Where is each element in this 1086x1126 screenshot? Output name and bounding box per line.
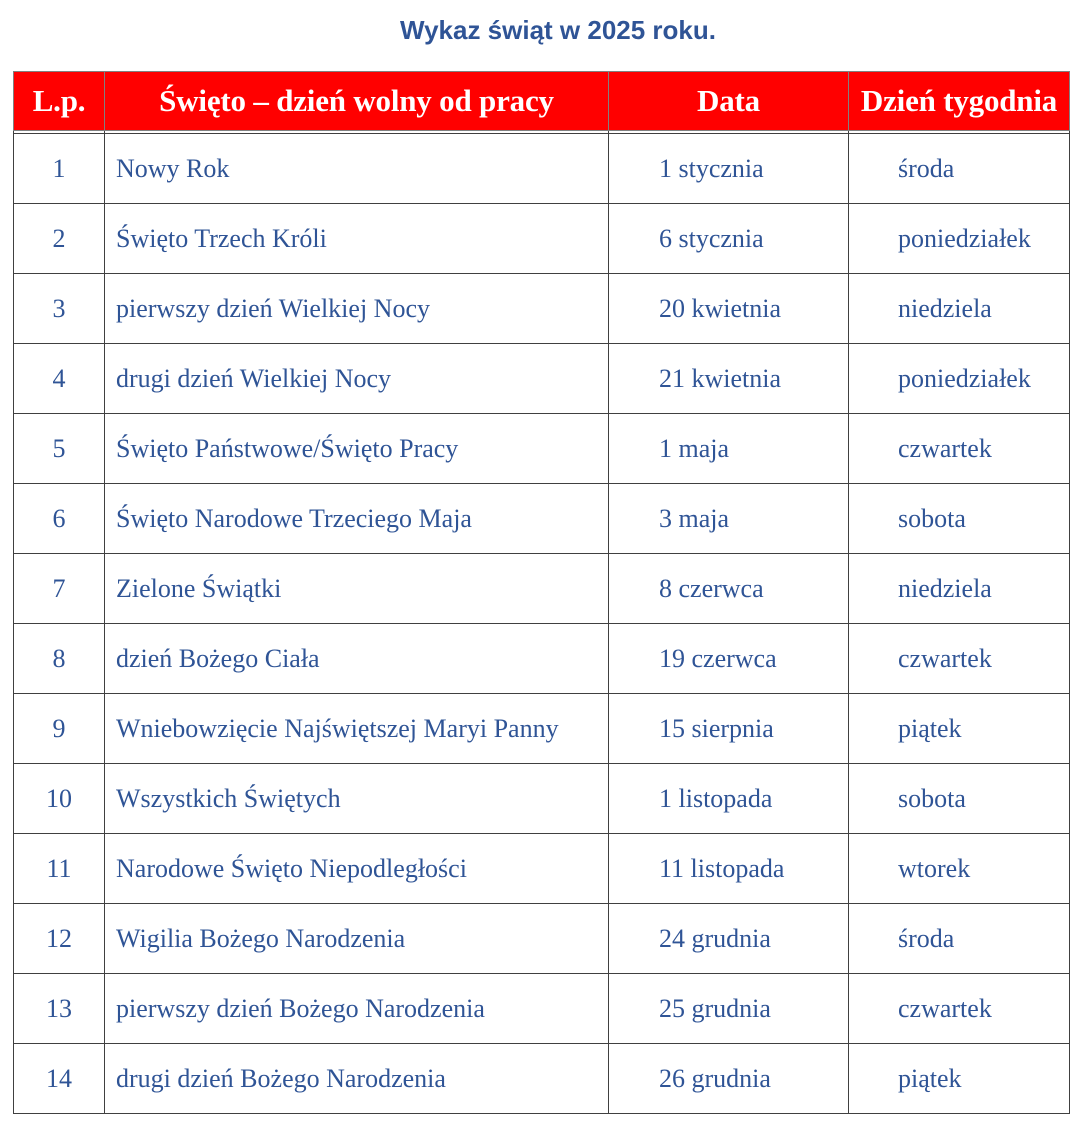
holiday-name: Święto Państwowe/Święto Pracy: [105, 414, 609, 484]
row-number: 11: [14, 834, 105, 904]
holiday-weekday: czwartek: [849, 624, 1070, 694]
row-number: 8: [14, 624, 105, 694]
holiday-name: Narodowe Święto Niepodległości: [105, 834, 609, 904]
table-row: [14, 834, 1070, 904]
header-weekday: Dzień tygodnia: [849, 72, 1070, 131]
holiday-date: 24 grudnia: [609, 904, 849, 974]
table-row: [14, 484, 1070, 554]
holiday-date: 19 czerwca: [609, 624, 849, 694]
holiday-weekday: niedziela: [849, 554, 1070, 624]
row-number: 3: [14, 274, 105, 344]
row-number: 5: [14, 414, 105, 484]
row-number: 1: [14, 134, 105, 204]
holiday-date: 6 stycznia: [609, 204, 849, 274]
holiday-name: pierwszy dzień Bożego Narodzenia: [105, 974, 609, 1044]
holiday-name: Wniebowzięcie Najświętszej Maryi Panny: [105, 694, 609, 764]
table-body: [14, 134, 1070, 1114]
row-number: 12: [14, 904, 105, 974]
holiday-weekday: niedziela: [849, 274, 1070, 344]
holiday-weekday: sobota: [849, 764, 1070, 834]
table-row: [14, 974, 1070, 1044]
holiday-date: 15 sierpnia: [609, 694, 849, 764]
holiday-date: 21 kwietnia: [609, 344, 849, 414]
row-number: 7: [14, 554, 105, 624]
table-row: [14, 904, 1070, 974]
holiday-date: 20 kwietnia: [609, 274, 849, 344]
holiday-name: Zielone Świątki: [105, 554, 609, 624]
holiday-name: Święto Narodowe Trzeciego Maja: [105, 484, 609, 554]
holiday-weekday: środa: [849, 134, 1070, 204]
header-lp: L.p.: [14, 72, 105, 131]
table-row: [14, 344, 1070, 414]
holiday-weekday: poniedziałek: [849, 204, 1070, 274]
row-number: 2: [14, 204, 105, 274]
row-number: 4: [14, 344, 105, 414]
holiday-name: drugi dzień Bożego Narodzenia: [105, 1044, 609, 1114]
table-row: [14, 764, 1070, 834]
holiday-name: Wigilia Bożego Narodzenia: [105, 904, 609, 974]
table-row: [14, 274, 1070, 344]
holiday-date: 1 stycznia: [609, 134, 849, 204]
table-row: [14, 1044, 1070, 1114]
header-holiday-name: Święto – dzień wolny od pracy: [105, 72, 609, 131]
holiday-date: 8 czerwca: [609, 554, 849, 624]
page-title: Wykaz świąt w 2025 roku.: [400, 15, 716, 45]
holiday-weekday: sobota: [849, 484, 1070, 554]
holiday-name: drugi dzień Wielkiej Nocy: [105, 344, 609, 414]
holiday-date: 11 listopada: [609, 834, 849, 904]
table-row: [14, 134, 1070, 204]
row-number: 9: [14, 694, 105, 764]
table-row: [14, 554, 1070, 624]
row-number: 13: [14, 974, 105, 1044]
table-row: [14, 694, 1070, 764]
holiday-date: 26 grudnia: [609, 1044, 849, 1114]
row-number: 6: [14, 484, 105, 554]
holiday-weekday: czwartek: [849, 414, 1070, 484]
holiday-date: 3 maja: [609, 484, 849, 554]
holiday-weekday: poniedziałek: [849, 344, 1070, 414]
table-row: [14, 204, 1070, 274]
holidays-table: [13, 71, 1070, 1114]
holiday-weekday: wtorek: [849, 834, 1070, 904]
holiday-name: Święto Trzech Króli: [105, 204, 609, 274]
table-header-row: [14, 72, 1070, 131]
holiday-date: 1 listopada: [609, 764, 849, 834]
holiday-name: pierwszy dzień Wielkiej Nocy: [105, 274, 609, 344]
table-row: [14, 624, 1070, 694]
holiday-name: Nowy Rok: [105, 134, 609, 204]
holiday-name: dzień Bożego Ciała: [105, 624, 609, 694]
table-row: [14, 414, 1070, 484]
holiday-weekday: środa: [849, 904, 1070, 974]
row-number: 14: [14, 1044, 105, 1114]
holiday-weekday: piątek: [849, 694, 1070, 764]
holiday-weekday: piątek: [849, 1044, 1070, 1114]
holiday-weekday: czwartek: [849, 974, 1070, 1044]
row-number: 10: [14, 764, 105, 834]
header-date: Data: [609, 72, 849, 131]
holiday-date: 1 maja: [609, 414, 849, 484]
holiday-name: Wszystkich Świętych: [105, 764, 609, 834]
holiday-date: 25 grudnia: [609, 974, 849, 1044]
